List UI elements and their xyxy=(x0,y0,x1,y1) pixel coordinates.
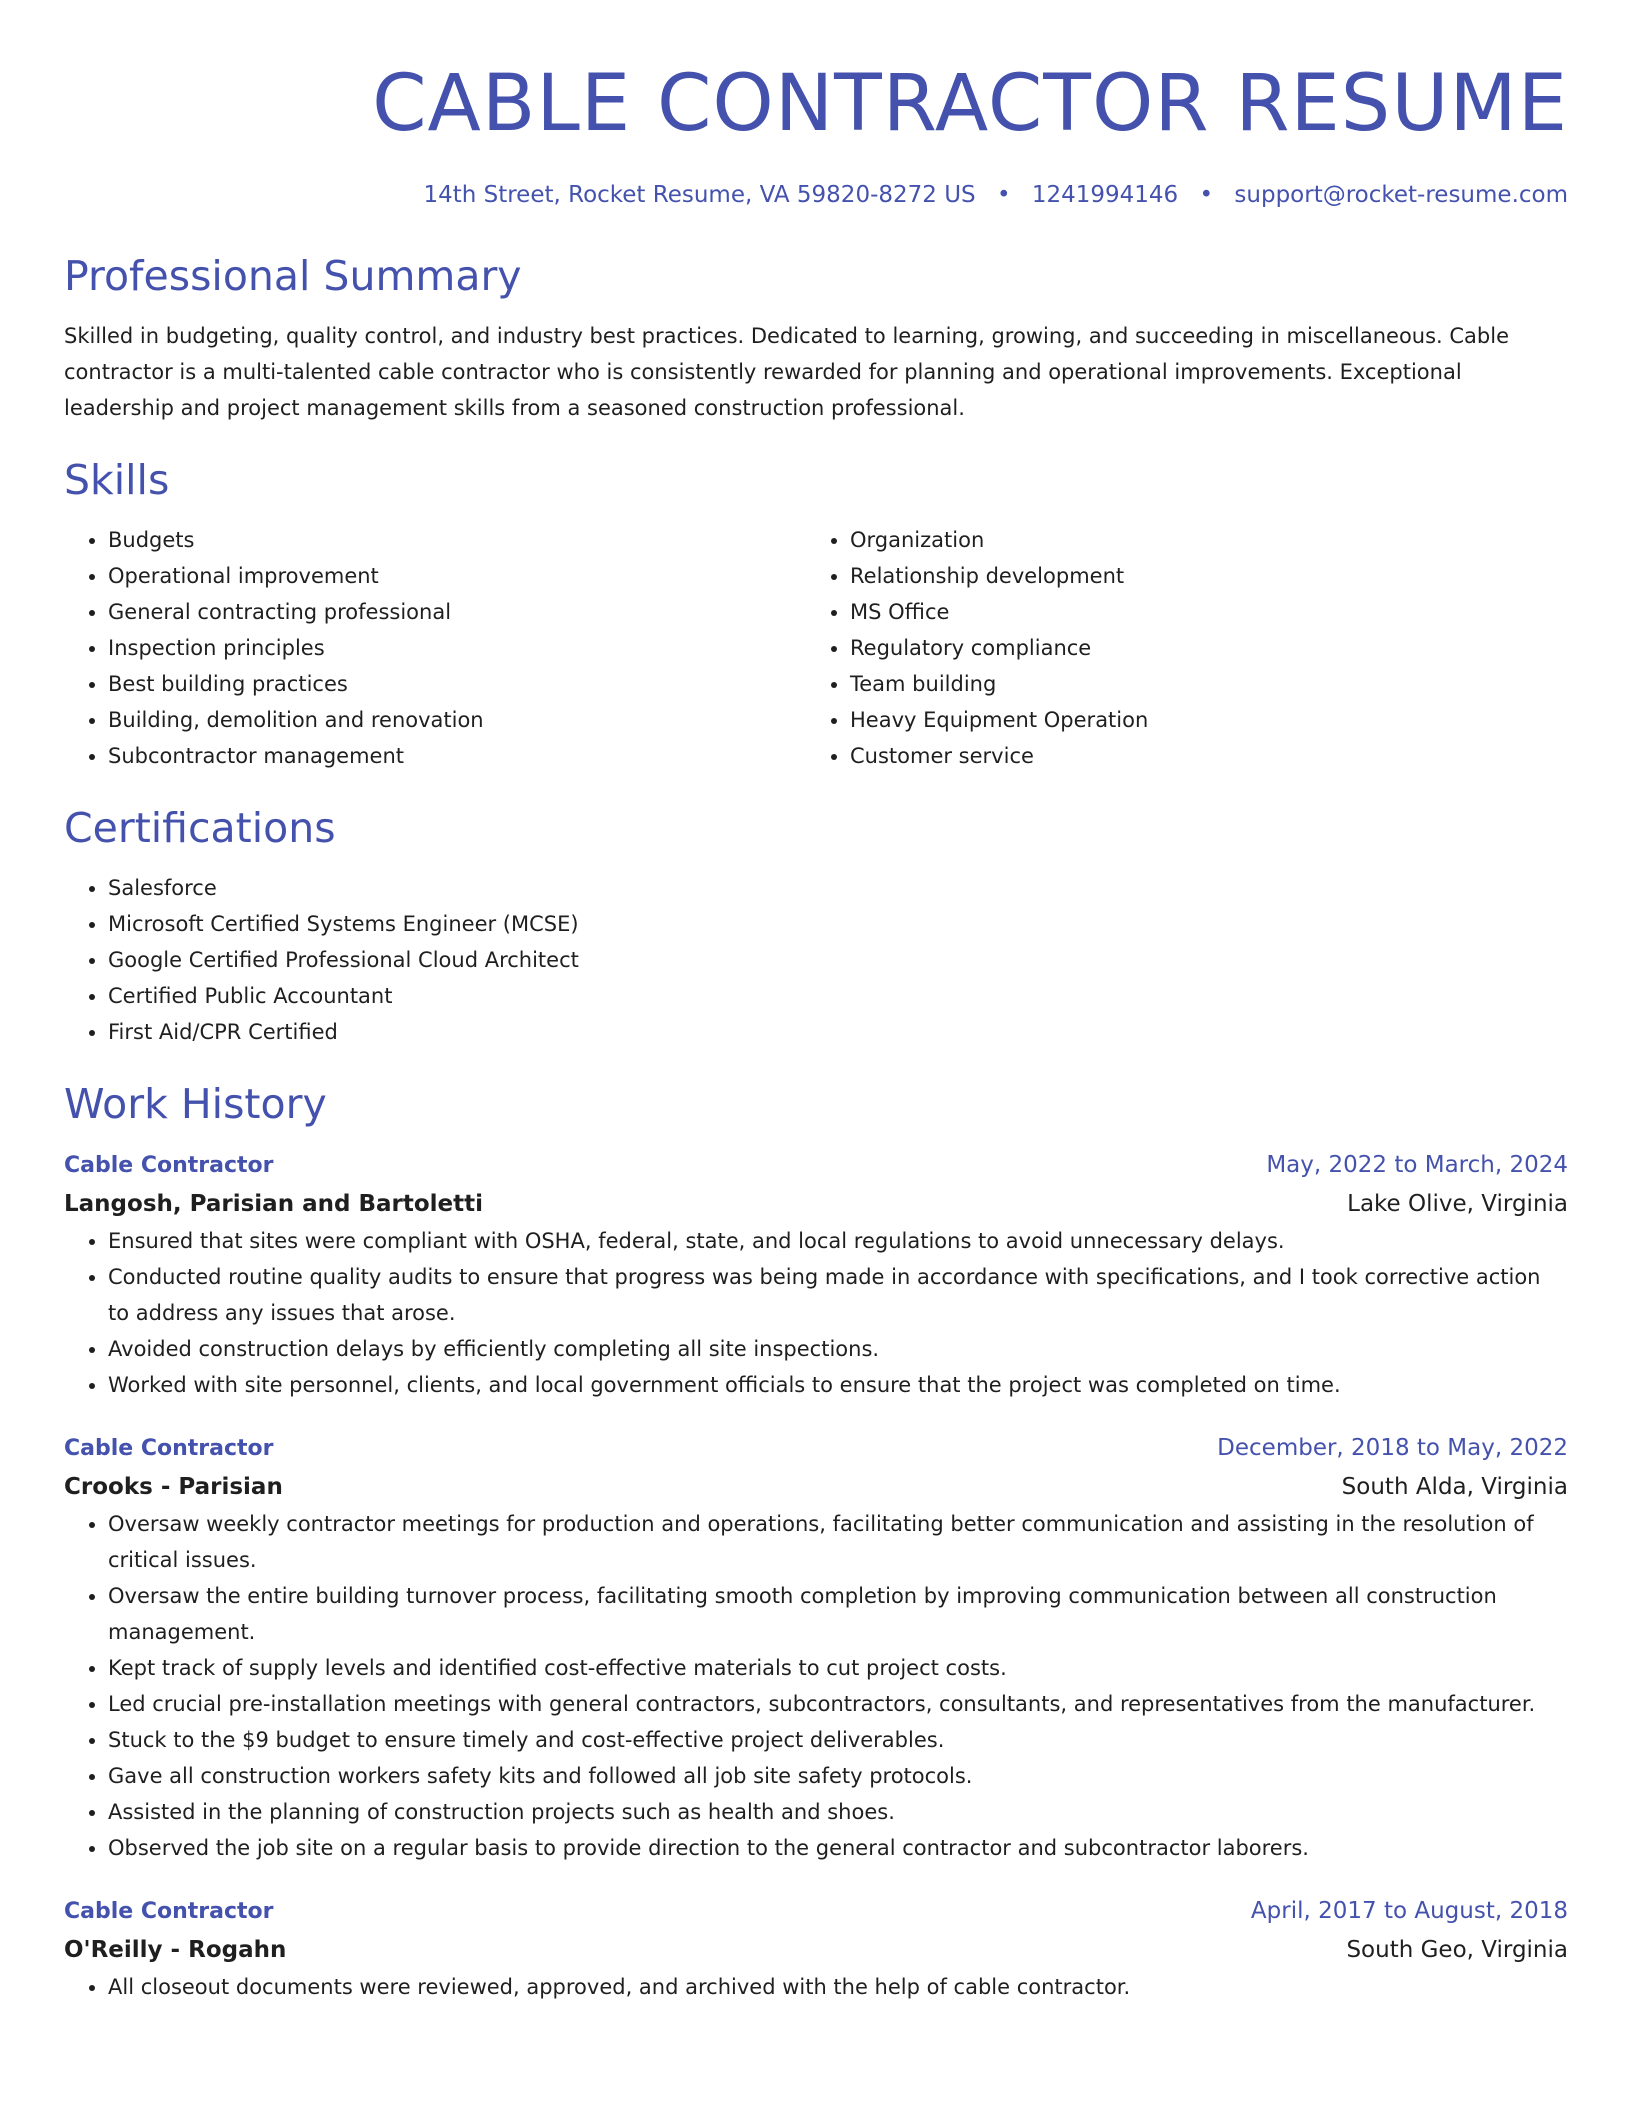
certification-item: • Certified Public Accountant xyxy=(108,978,1568,1014)
skill-item: • Budgets xyxy=(108,522,806,558)
job-title: Cable Contractor xyxy=(64,1153,274,1178)
job-duty: • Conducted routine quality audits to ensure that progress was being made in accordance with specifications, and I took corrective action to address any issues that arose. xyxy=(108,1259,1568,1331)
contact-address: 14th Street, Rocket Resume, VA 59820-8272 US xyxy=(423,182,976,208)
certification-item: • Google Certified Professional Cloud Architect xyxy=(108,942,1568,978)
contact-line xyxy=(64,178,1568,212)
job-header xyxy=(64,1146,1568,1185)
job-subheader xyxy=(64,1185,1568,1223)
certifications-heading: Certifications xyxy=(64,804,336,852)
job-entry xyxy=(64,1892,1568,2005)
skills-column-left xyxy=(64,522,806,774)
job-location: Lake Olive, Virginia xyxy=(1347,1191,1568,1217)
contact-phone: 1241994146 xyxy=(1031,182,1179,208)
job-header xyxy=(64,1892,1568,1931)
contact-email: support@rocket-resume.com xyxy=(1234,182,1568,208)
skill-item: • Customer service xyxy=(850,738,1548,774)
job-duty: • All closeout documents were reviewed, approved, and archived with the help of cable contractor. xyxy=(108,1969,1568,2005)
skill-item: • Building, demolition and renovation xyxy=(108,702,806,738)
certification-item: • Microsoft Certified Systems Engineer (MCSE) xyxy=(108,906,1568,942)
work-history-section xyxy=(64,1076,1568,2005)
skill-item: • MS Office xyxy=(850,594,1548,630)
job-entry xyxy=(64,1429,1568,1866)
job-duty: • Avoided construction delays by efficiently completing all site inspections. xyxy=(108,1331,1568,1367)
job-dates: December, 2018 to May, 2022 xyxy=(1217,1435,1568,1461)
contact-separator: • xyxy=(1199,182,1214,208)
job-duty: • Ensured that sites were compliant with OSHA, federal, state, and local regulations to avoid unnecessary delays. xyxy=(108,1223,1568,1259)
job-dates: April, 2017 to August, 2018 xyxy=(1250,1898,1568,1924)
job-entry xyxy=(64,1146,1568,1403)
job-company: Langosh, Parisian and Bartoletti xyxy=(64,1191,483,1217)
skill-item: • Team building xyxy=(850,666,1548,702)
job-duty: • Assisted in the planning of construction projects such as health and shoes. xyxy=(108,1794,1568,1830)
job-title: Cable Contractor xyxy=(64,1899,274,1924)
skills-column-right xyxy=(806,522,1548,774)
summary-section xyxy=(64,248,1568,426)
skill-item: • Regulatory compliance xyxy=(850,630,1548,666)
skills-section xyxy=(64,452,1568,774)
skill-item: • Inspection principles xyxy=(108,630,806,666)
skills-heading: Skills xyxy=(64,456,170,504)
skill-item: • Organization xyxy=(850,522,1548,558)
skill-item: • Subcontractor management xyxy=(108,738,806,774)
job-duties-list xyxy=(64,1223,1568,1403)
certifications-list xyxy=(64,870,1568,1050)
resume-page xyxy=(64,0,1568,2005)
skill-item: • Best building practices xyxy=(108,666,806,702)
work-history-heading: Work History xyxy=(64,1080,327,1128)
job-duty: • Worked with site personnel, clients, and local government officials to ensure that the project was completed on time. xyxy=(108,1367,1568,1403)
job-location: South Alda, Virginia xyxy=(1341,1474,1568,1500)
skills-columns xyxy=(64,522,1568,774)
job-duties-list xyxy=(64,1969,1568,2005)
job-company: Crooks - Parisian xyxy=(64,1474,283,1500)
resume-title: CABLE CONTRACTOR RESUME xyxy=(372,59,1568,149)
job-company: O'Reilly - Rogahn xyxy=(64,1937,287,1963)
skill-item: • General contracting professional xyxy=(108,594,806,630)
job-subheader xyxy=(64,1468,1568,1506)
job-duty: • Oversaw the entire building turnover process, facilitating smooth completion by improving communication between all construction management. xyxy=(108,1578,1568,1650)
skill-item: • Relationship development xyxy=(850,558,1548,594)
job-duty: • Observed the job site on a regular basis to provide direction to the general contractor and subcontractor laborers. xyxy=(108,1830,1568,1866)
job-subheader xyxy=(64,1931,1568,1969)
job-duty: • Oversaw weekly contractor meetings for production and operations, facilitating better communication and assisting in the resolution of critical issues. xyxy=(108,1506,1568,1578)
job-dates: May, 2022 to March, 2024 xyxy=(1266,1152,1568,1178)
job-location: South Geo, Virginia xyxy=(1346,1937,1568,1963)
summary-heading: Professional Summary xyxy=(64,252,522,300)
skills-list-right xyxy=(806,522,1548,774)
certification-item: • Salesforce xyxy=(108,870,1568,906)
certifications-section xyxy=(64,800,1568,1050)
contact-separator: • xyxy=(996,182,1011,208)
skill-item: • Heavy Equipment Operation xyxy=(850,702,1548,738)
summary-text: Skilled in budgeting, quality control, and industry best practices. Dedicated to learning, growing, and succeeding in miscellaneous. Cable contractor is a multi-talented cable contractor who is consistently rewarded for planning and operational improvements. Exceptional leadership and project management skills from a seasoned construction professional. xyxy=(64,324,1510,420)
job-duty: • Gave all construction workers safety kits and followed all job site safety protocols. xyxy=(108,1758,1568,1794)
certification-item: • First Aid/CPR Certified xyxy=(108,1014,1568,1050)
skills-list-left xyxy=(64,522,806,774)
job-header xyxy=(64,1429,1568,1468)
job-duty: • Stuck to the $9 budget to ensure timely and cost-effective project deliverables. xyxy=(108,1722,1568,1758)
job-duties-list xyxy=(64,1506,1568,1866)
job-title: Cable Contractor xyxy=(64,1436,274,1461)
job-duty: • Led crucial pre-installation meetings with general contractors, subcontractors, consultants, and representatives from the manufacturer. xyxy=(108,1686,1568,1722)
job-duty: • Kept track of supply levels and identified cost-effective materials to cut project costs. xyxy=(108,1650,1568,1686)
skill-item: • Operational improvement xyxy=(108,558,806,594)
